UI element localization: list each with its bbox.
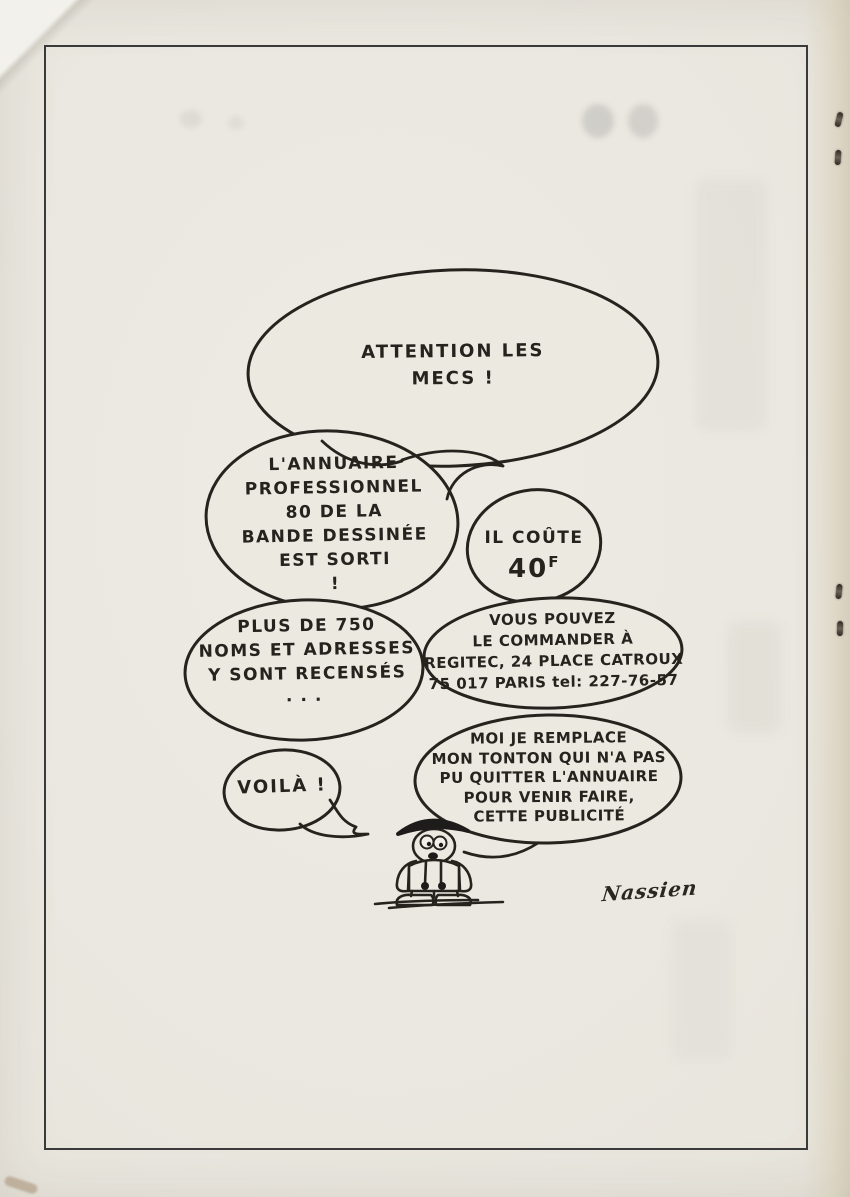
bubble-line: 80 DE LA	[285, 501, 384, 523]
bubble-line-price	[470, 550, 598, 584]
bubble-line: IL COÛTE	[484, 528, 584, 548]
speech-bubble-commande	[423, 607, 682, 695]
character-mouth	[428, 852, 438, 859]
bubble-line: LE COMMANDER À	[472, 629, 634, 651]
bubble-tail-remplacement	[464, 843, 538, 857]
character-pupil	[439, 843, 443, 847]
bubble-line: PROFESSIONNEL	[244, 476, 424, 500]
character-eye	[434, 837, 447, 850]
bubble-line: MOI JE REMPLACE	[469, 728, 628, 748]
bubble-line: !	[330, 573, 341, 595]
character-eye	[421, 836, 434, 849]
bubble-line: VOUS POUVEZ	[489, 608, 616, 630]
bubble-line: REGITEC, 24 PLACE CATROUX	[424, 649, 684, 673]
bubble-line: EST SORTI	[279, 549, 392, 571]
price-unit: F	[548, 553, 560, 571]
bubble-line: L'ANNUAIRE	[268, 452, 399, 476]
bubble-line: 75 017 PARIS tel: 227-76-57	[428, 670, 679, 694]
character-hand	[421, 882, 429, 890]
bubble-line: ATTENTION LES	[361, 340, 545, 363]
bubble-line: PLUS DE 750	[237, 614, 376, 638]
ground-line	[375, 900, 503, 908]
bubble-line: MON TONTON QUI N'A PAS	[431, 747, 667, 768]
character-torso	[409, 860, 459, 891]
character-hand	[438, 882, 446, 890]
bubble-line: BANDE DESSINÉE	[241, 524, 428, 548]
bubble-line: MECS !	[411, 367, 495, 390]
bubble-line: POUR VENIR FAIRE,	[463, 786, 635, 807]
speech-bubble-recensement	[187, 612, 427, 708]
bubble-line: PU QUITTER L'ANNUAIRE	[439, 767, 659, 787]
speech-bubble-prix	[470, 526, 598, 584]
bubble-line: Y SONT RECENSÉS	[207, 662, 407, 686]
bubble-line: NOMS ET ADRESSES	[198, 638, 416, 662]
bubble-line-ellipsis: ...	[285, 685, 330, 707]
speech-bubble-attention	[263, 336, 644, 394]
speech-bubble-annuaire	[211, 450, 458, 598]
bubble-line: CETTE PUBLICITÉ	[473, 806, 626, 826]
bubble-line: VOILÀ !	[236, 774, 328, 799]
character-pupil	[427, 842, 431, 846]
speech-bubble-remplacement	[418, 728, 681, 828]
speech-bubble-voila	[226, 774, 339, 799]
artist-signature: Nassien	[600, 875, 699, 907]
price-value: 40	[508, 554, 549, 584]
